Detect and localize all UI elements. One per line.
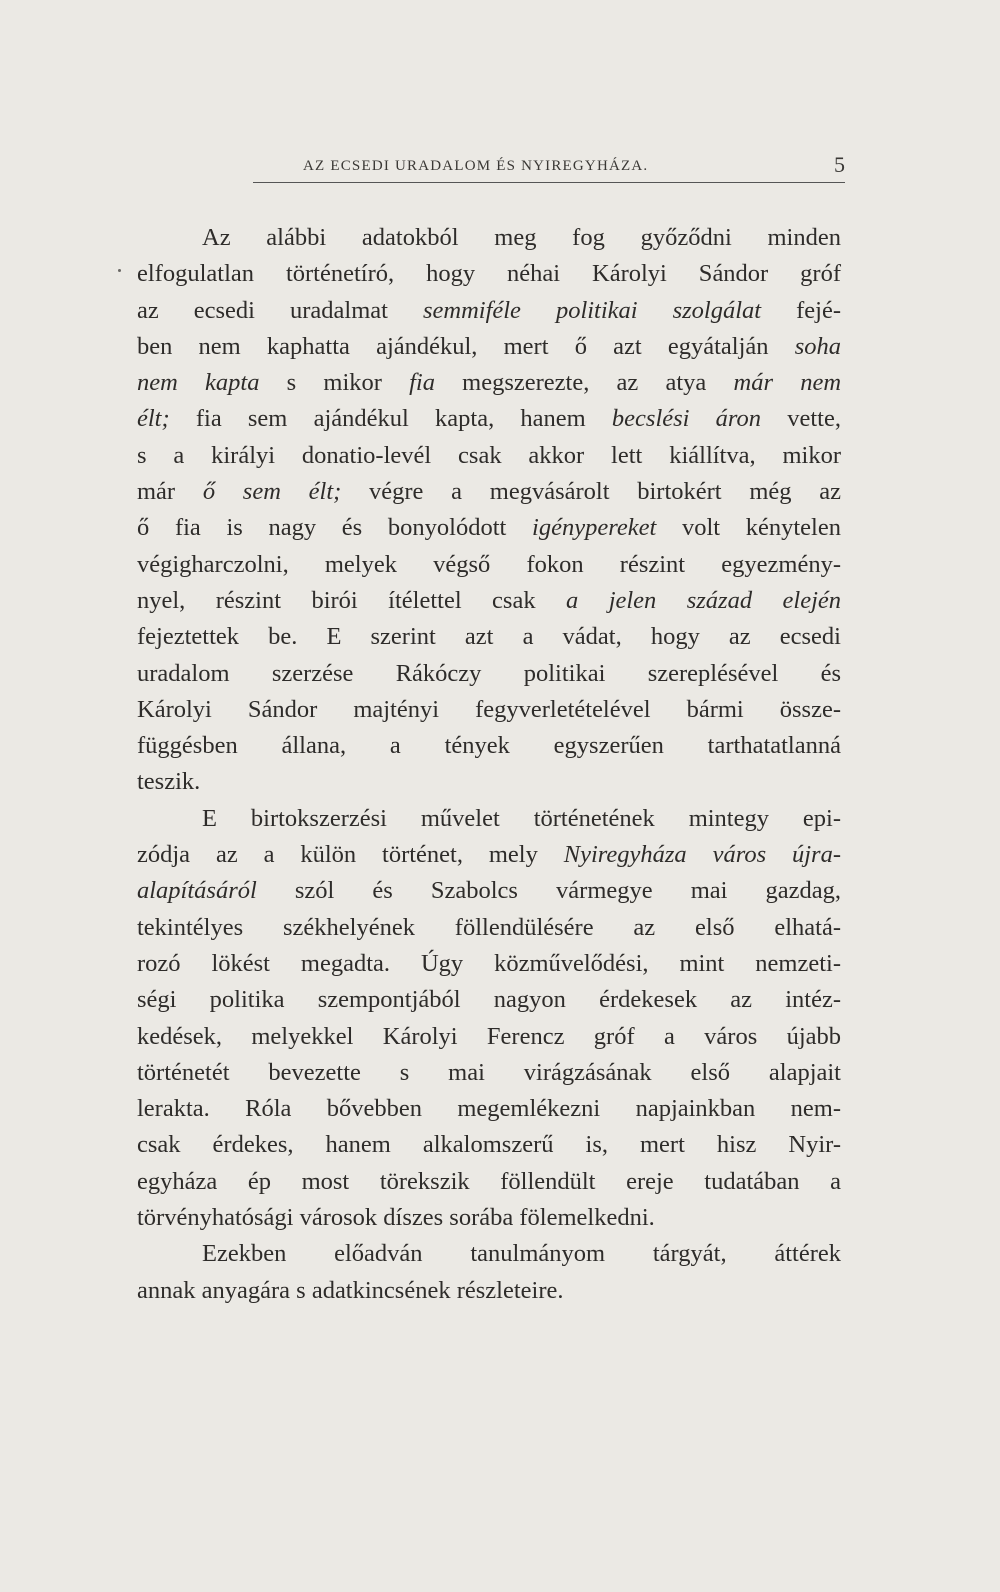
- italic-segment: soha: [794, 332, 841, 360]
- italic-segment: alapításáról: [137, 877, 257, 905]
- text-line: [137, 946, 841, 982]
- text-segment: teszik.: [137, 768, 201, 796]
- text-segment: zódja az a külön történet, mely: [137, 841, 564, 869]
- italic-segment: Nyiregyháza város újra-: [563, 841, 841, 869]
- page-number: 5: [834, 152, 845, 177]
- text-segment: végigharczolni, melyek végső fokon részint egyezmény-: [137, 550, 841, 578]
- text-segment: uradalom szerzése Rákóczy politikai szereplésével és: [137, 659, 841, 687]
- italic-segment: becslési áron: [611, 405, 762, 433]
- text-segment: annak anyagára s adatkincsének részleteire.: [137, 1276, 564, 1304]
- text-segment: vette,: [761, 405, 841, 433]
- italic-segment: semmiféle politikai szolgálat: [422, 296, 762, 324]
- text-line: [137, 329, 841, 365]
- text-segment: végre a megvásárolt birtokért még az: [341, 478, 842, 506]
- text-line: [137, 1019, 841, 1055]
- italic-segment: fia: [409, 369, 435, 397]
- text-segment: már: [137, 478, 203, 506]
- text-line: [137, 510, 841, 546]
- italic-segment: ő sem élt;: [202, 478, 342, 506]
- text-segment: E birtokszerzési művelet történetének mintegy epi-: [202, 804, 841, 832]
- text-line: [137, 220, 841, 256]
- text-line: [137, 692, 841, 728]
- italic-segment: a jelen század elején: [566, 586, 841, 614]
- text-line: [137, 401, 841, 437]
- text-segment: Ezekben előadván tanulmányom tárgyát, áttérek: [202, 1240, 841, 1268]
- text-segment: lerakta. Róla bővebben megemlékezni napjainkban nem-: [137, 1095, 841, 1123]
- text-segment: Károlyi Sándor majtényi fegyverletételével bármi össze-: [137, 695, 841, 723]
- text-line: [137, 1091, 841, 1127]
- text-line: [137, 1273, 841, 1309]
- running-header: [253, 152, 845, 183]
- text-line: [137, 728, 841, 764]
- text-line: [137, 619, 841, 655]
- text-segment: ben nem kaphatta ajándékul, mert ő azt egyátalján: [137, 332, 795, 360]
- text-segment: tekintélyes székhelyének föllendülésére az első elhatá-: [137, 913, 841, 941]
- text-segment: volt kénytelen: [656, 514, 841, 542]
- paragraph-1: [137, 220, 841, 801]
- text-segment: megszerezte, az atya: [434, 369, 734, 397]
- text-line: [137, 656, 841, 692]
- text-line: [137, 365, 841, 401]
- italic-segment: nem kapta: [137, 369, 260, 397]
- text-line: [137, 1127, 841, 1163]
- text-segment: Az alábbi adatokból meg fog győződni minden: [202, 224, 841, 251]
- text-line: [137, 910, 841, 946]
- text-segment: szól és Szabolcs vármegye mai gazdag,: [256, 877, 841, 905]
- text-segment: függésben állana, a tények egyszerűen tarthatatlanná: [137, 732, 841, 760]
- body-text: [137, 220, 841, 1309]
- italic-segment: igénypereket: [532, 514, 657, 542]
- text-segment: törvényhatósági városok díszes sorába fölemelkedni.: [137, 1204, 655, 1232]
- text-segment: fejeztettek be. E szerint azt a vádat, hogy az ecsedi: [137, 623, 841, 651]
- paragraph-3: [137, 1236, 841, 1309]
- text-line: [137, 1055, 841, 1091]
- text-line: [137, 474, 841, 510]
- text-line: [137, 293, 841, 329]
- header-title: AZ ECSEDI URADALOM ÉS NYIREGYHÁZA.: [303, 158, 649, 174]
- text-segment: fejé-: [761, 296, 841, 324]
- text-segment: kedések, melyekkel Károlyi Ferencz gróf a város újabb: [137, 1022, 841, 1050]
- text-segment: rozó lökést megadta. Úgy közművelődési, mint nemzeti-: [137, 949, 841, 977]
- text-segment: ségi politika szempontjából nagyon érdekesek az intéz-: [137, 986, 841, 1014]
- text-line: [137, 1164, 841, 1200]
- text-line: [137, 256, 841, 292]
- paragraph-2: [137, 801, 841, 1237]
- text-segment: s mikor: [259, 369, 410, 397]
- text-line: [137, 1200, 841, 1236]
- text-segment: csak érdekes, hanem alkalomszerű is, mert hisz Nyir-: [137, 1131, 841, 1159]
- text-line: [137, 438, 841, 474]
- text-line: [137, 547, 841, 583]
- text-segment: s a királyi donatio-levél csak akkor lett kiállítva, mikor: [137, 441, 841, 469]
- text-line: [137, 1236, 841, 1272]
- paper-speck: [118, 269, 121, 272]
- text-line: [137, 764, 841, 800]
- text-segment: nyel, részint birói ítélettel csak: [137, 586, 567, 614]
- italic-segment: élt;: [137, 405, 170, 433]
- text-line: [137, 837, 841, 873]
- text-line: [137, 801, 841, 837]
- text-line: [137, 873, 841, 909]
- text-segment: történetét bevezette s mai virágzásának első alapjait: [137, 1058, 841, 1086]
- text-line: [137, 982, 841, 1018]
- text-line: [137, 583, 841, 619]
- text-segment: egyháza ép most törekszik föllendült ereje tudatában a: [137, 1167, 841, 1195]
- italic-segment: már nem: [733, 369, 842, 397]
- text-segment: ő fia is nagy és bonyolódott: [137, 514, 533, 542]
- text-segment: fia sem ajándékul kapta, hanem: [169, 405, 612, 433]
- text-segment: elfogulatlan történetíró, hogy néhai Károlyi Sándor gróf: [137, 260, 841, 288]
- text-segment: az ecsedi uradalmat: [137, 296, 423, 324]
